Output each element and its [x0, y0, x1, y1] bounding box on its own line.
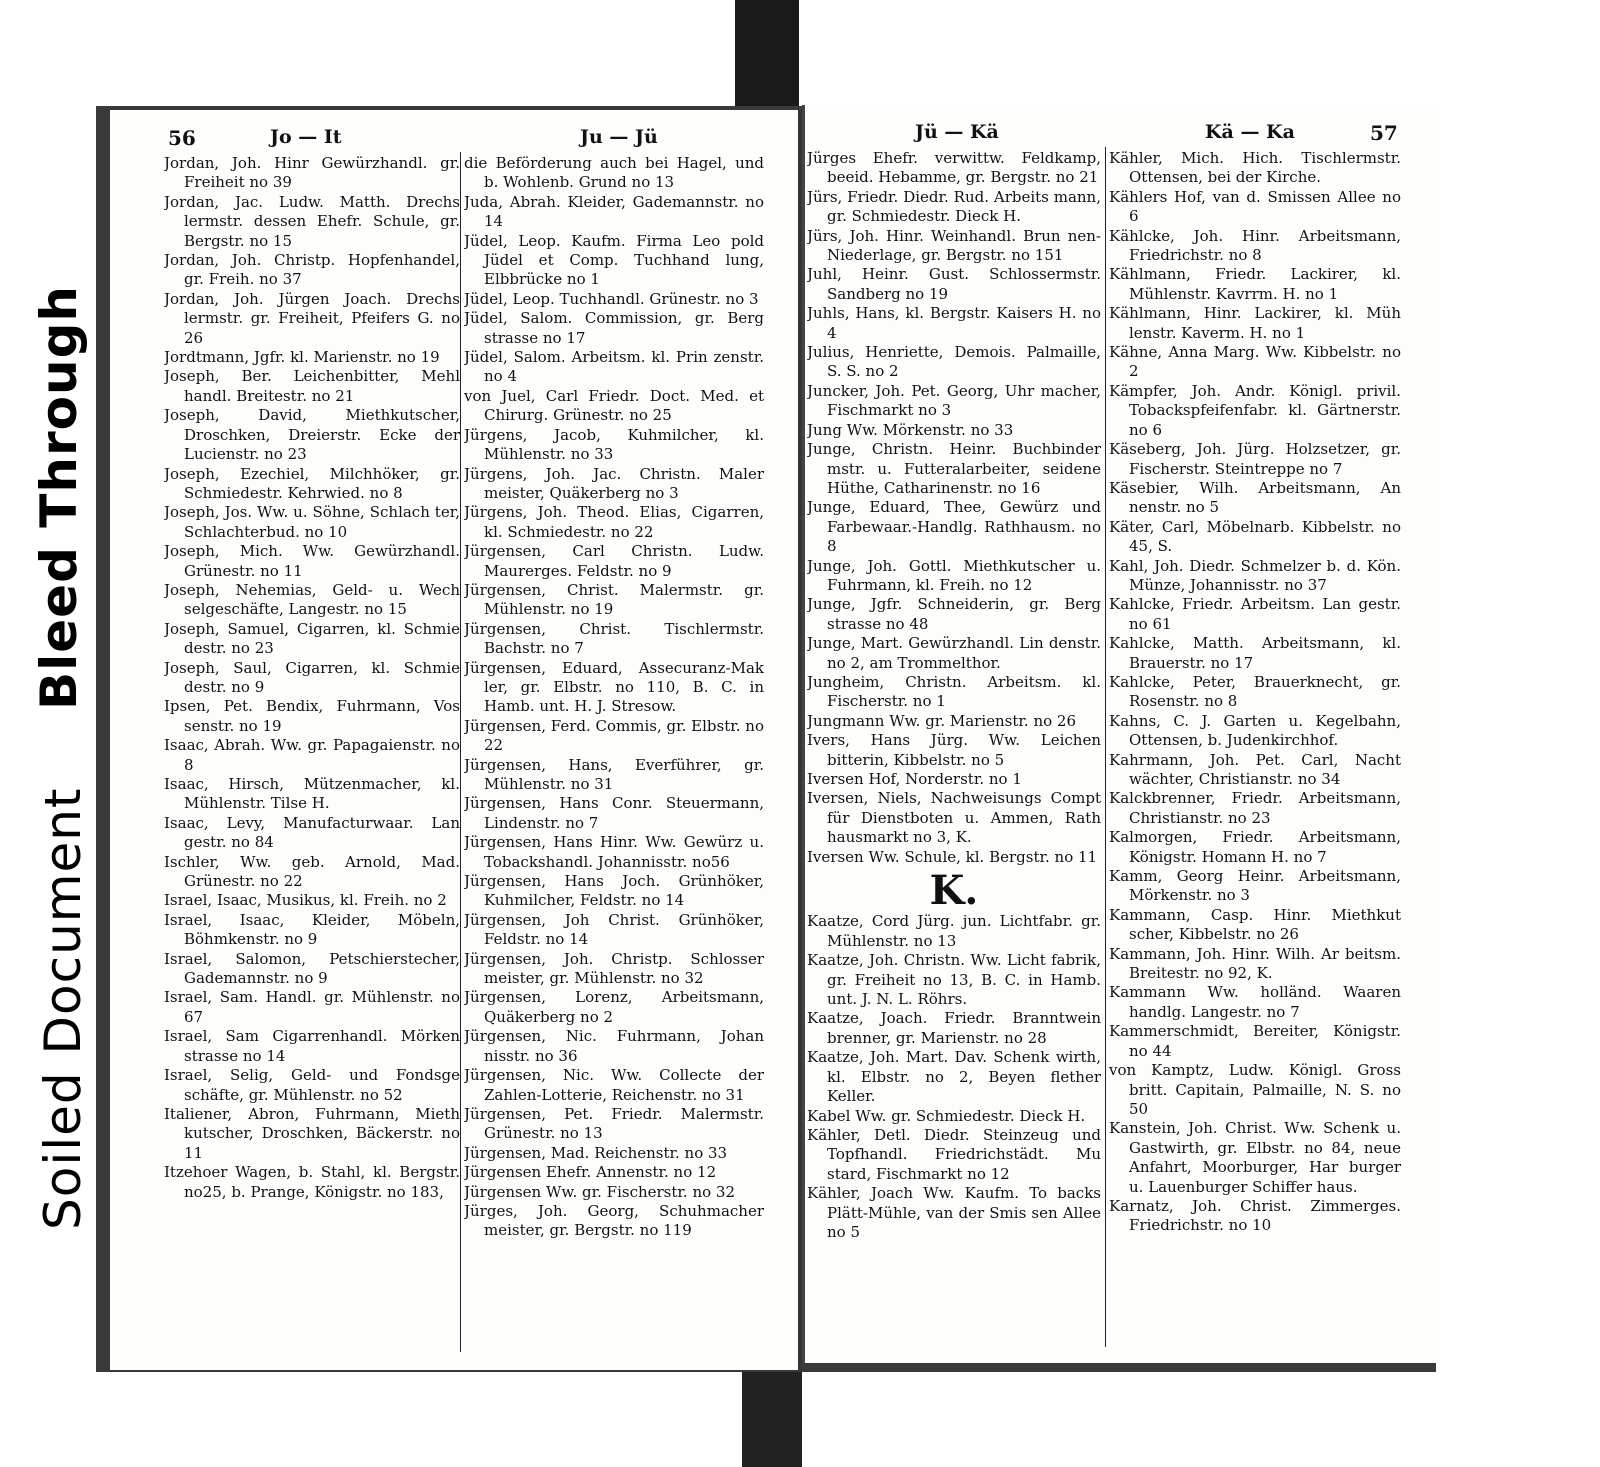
directory-entry: Junge, Christn. Heinr. Buchbinder mstr. u. Futteralarbeiter, seidene Hüthe, Catharinenstr. no 16	[807, 440, 1101, 497]
directory-entry: Jürgensen, Hans Joch. Grünhöker, Kuhmilcher, Feldstr. no 14	[464, 872, 764, 910]
directory-entry: Kahns, C. J. Garten u. Kegelbahn, Ottensen, b. Judenkirchhof.	[1109, 711, 1401, 750]
directory-entry: Ipsen, Pet. Bendix, Fuhrmann, Vos senstr. no 19	[164, 697, 460, 735]
left-page	[110, 110, 801, 1370]
directory-entry: Jürgensen, Hans, Everführer, gr. Mühlenstr. no 31	[464, 755, 764, 793]
directory-entry: Jordan, Joh. Jürgen Joach. Drechs lermstr. gr. Freiheit, Pfeifers G. no 26	[164, 289, 460, 347]
directory-entry: Jordan, Joh. Hinr Gewürzhandl. gr. Freiheit no 39	[164, 154, 460, 192]
directory-entry: von Kamptz, Ludw. Königl. Gross britt. Capitain, Palmaille, N. S. no 50	[1109, 1061, 1401, 1118]
directory-entry: Kählers Hof, van d. Smissen Allee no 6	[1109, 187, 1401, 226]
directory-entry: Jürgensen, Hans Hinr. Ww. Gewürz u. Tobackshandl. Johannisstr. no56	[464, 833, 764, 871]
directory-entry: Jordan, Joh. Christp. Hopfenhandel, gr. Freih. no 37	[164, 251, 460, 289]
directory-entry: Jürgensen, Nic. Fuhrmann, Johan nisstr. no 36	[464, 1027, 764, 1065]
directory-entry: Jürgensen, Hans Conr. Steuermann, Lindenstr. no 7	[464, 794, 764, 832]
directory-entry: Kabel Ww. gr. Schmiedestr. Dieck H.	[807, 1106, 1086, 1125]
directory-entry: Kamm, Georg Heinr. Arbeitsmann, Mörkenstr. no 3	[1109, 867, 1401, 905]
directory-entry: Kähler, Mich. Hich. Tischlermstr. Ottensen, bei der Kirche.	[1109, 149, 1401, 187]
right-column-1-bottom	[807, 912, 1101, 1242]
right-page-number: 57	[1370, 121, 1398, 145]
directory-entry: Kammann, Casp. Hinr. Miethkut scher, Kibbelstr. no 26	[1109, 905, 1401, 944]
directory-entry: Kammerschmidt, Bereiter, Königstr. no 44	[1109, 1022, 1401, 1060]
directory-entry: Itzehoer Wagen, b. Stahl, kl. Bergstr. no25, b. Prange, Königstr. no 183,	[164, 1163, 460, 1201]
right-header-right: Kä — Ka	[1205, 121, 1295, 143]
directory-entry: Kämpfer, Joh. Andr. Königl. privil. Tobackspfeifenfabr. kl. Gärtnerstr. no 6	[1109, 381, 1401, 439]
directory-entry: Joseph, Saul, Cigarren, kl. Schmie destr. no 9	[164, 658, 460, 696]
directory-entry: Joseph, Samuel, Cigarren, kl. Schmie destr. no 23	[164, 619, 460, 658]
directory-entry: Jung Ww. Mörkenstr. no 33	[807, 420, 1014, 439]
directory-entry: Karnatz, Joh. Christ. Zimmerges. Friedrichstr. no 10	[1109, 1196, 1401, 1235]
directory-entry: Jordtmann, Jgfr. kl. Marienstr. no 19	[164, 348, 440, 367]
left-header-left: Jo — It	[270, 126, 342, 148]
directory-entry: Jüdel, Salom. Arbeitsm. kl. Prin zenstr. no 4	[464, 348, 764, 386]
directory-entry: Jürs, Friedr. Diedr. Rud. Arbeits mann, gr. Schmiedestr. Dieck H.	[807, 187, 1101, 226]
directory-entry: Käsebier, Wilh. Arbeitsmann, An nenstr. no 5	[1109, 478, 1401, 517]
directory-entry: Iversen, Niels, Nachweisungs Compt für Dienstboten u. Ammen, Rath hausmarkt no 3, K.	[807, 789, 1101, 847]
directory-entry: Kählmann, Friedr. Lackirer, kl. Mühlenstr. Kavrrm. H. no 1	[1109, 265, 1401, 303]
directory-entry: Kahrmann, Joh. Pet. Carl, Nacht wächter, Christianstr. no 34	[1109, 750, 1401, 788]
directory-entry: Joseph, David, Miethkutscher, Droschken, Dreierstr. Ecke der Lucienstr. no 23	[164, 406, 460, 464]
directory-entry: Isaac, Levy, Manufacturwaar. Lan gestr. no 84	[164, 813, 460, 852]
directory-entry: Jürges, Joh. Georg, Schuhmacher meister, gr. Bergstr. no 119	[464, 1201, 764, 1240]
directory-entry: Israel, Sam. Handl. gr. Mühlenstr. no 67	[164, 988, 460, 1026]
directory-entry: Juncker, Joh. Pet. Georg, Uhr macher, Fischmarkt no 3	[807, 381, 1101, 420]
directory-entry: Jürgensen, Eduard, Assecuranz-Mak ler, gr. Elbstr. no 110, B. C. in Hamb. unt. H. J. Stresow.	[464, 658, 764, 716]
directory-entry: Jürgensen, Pet. Friedr. Malermstr. Grünestr. no 13	[464, 1104, 764, 1143]
directory-entry: Jürs, Joh. Hinr. Weinhandl. Brun nen-Niederlage, gr. Bergstr. no 151	[807, 226, 1101, 265]
directory-entry: Junge, Eduard, Thee, Gewürz und Farbewaar.-Handlg. Rathhausm. no 8	[807, 498, 1101, 556]
directory-entry: Jüdel, Salom. Commission, gr. Berg strasse no 17	[464, 309, 764, 347]
bleed-through-label: Bleed Through	[30, 285, 88, 710]
directory-entry: Junge, Mart. Gewürzhandl. Lin denstr. no 2, am Trommelthor.	[807, 634, 1101, 672]
directory-entry: Kammann Ww. holländ. Waaren handlg. Langestr. no 7	[1109, 983, 1401, 1021]
directory-entry: Jürgensen Ehefr. Annenstr. no 12	[464, 1163, 717, 1182]
directory-entry: Israel, Sam Cigarrenhandl. Mörken strasse no 14	[164, 1027, 460, 1065]
directory-entry: Jürgensen, Mad. Reichenstr. no 33	[464, 1143, 728, 1162]
directory-entry: die Beförderung auch bei Hagel, und b. Wohlenb. Grund no 13	[464, 154, 764, 192]
directory-entry: Jüdel, Leop. Kaufm. Firma Leo pold Jüdel et Comp. Tuchhand lung, Elbbrücke no 1	[464, 231, 764, 289]
directory-entry: von Juel, Carl Friedr. Doct. Med. et Chirurg. Grünestr. no 25	[464, 386, 764, 425]
directory-entry: Joseph, Jos. Ww. u. Söhne, Schlach ter, Schlachterbud. no 10	[164, 503, 460, 541]
directory-entry: Ivers, Hans Jürg. Ww. Leichen bitterin, Kibbelstr. no 5	[807, 731, 1101, 769]
directory-entry: Israel, Isaac, Musikus, kl. Freih. no 2	[164, 891, 447, 910]
directory-entry: Kähne, Anna Marg. Ww. Kibbelstr. no 2	[1109, 343, 1401, 381]
right-header-left: Jü — Kä	[915, 121, 999, 143]
directory-entry: Käseberg, Joh. Jürg. Holzsetzer, gr. Fischerstr. Steintreppe no 7	[1109, 440, 1401, 478]
directory-entry: Kahlcke, Friedr. Arbeitsm. Lan gestr. no 61	[1109, 595, 1401, 633]
directory-entry: Jungmann Ww. gr. Marienstr. no 26	[807, 711, 1077, 730]
directory-entry: Kalmorgen, Friedr. Arbeitsmann, Königstr. Homann H. no 7	[1109, 828, 1401, 866]
directory-entry: Junge, Jgfr. Schneiderin, gr. Berg strasse no 48	[807, 595, 1101, 633]
right-column-1-top	[807, 149, 1101, 867]
directory-entry: Jürgensen, Joh Christ. Grünhöker, Feldstr. no 14	[464, 910, 764, 949]
directory-entry: Israel, Isaac, Kleider, Möbeln, Böhmkenstr. no 9	[164, 910, 460, 949]
directory-entry: Jürges Ehefr. verwittw. Feldkamp, beeid. Hebamme, gr. Bergstr. no 21	[807, 149, 1101, 187]
book-spine-bottom	[742, 1362, 802, 1467]
directory-entry: Kanstein, Joh. Christ. Ww. Schenk u. Gastwirth, gr. Elbstr. no 84, neue Anfahrt, Moorburger, Har burger u. Lauenburger Schiffer haus.	[1109, 1119, 1401, 1196]
directory-entry: Kähler, Joach Ww. Kaufm. To backs Plätt-Mühle, van der Smis sen Allee no 5	[807, 1184, 1101, 1241]
directory-entry: Kählmann, Hinr. Lackirer, kl. Müh lenstr. Kaverm. H. no 1	[1109, 304, 1401, 342]
directory-entry: Jungheim, Christn. Arbeitsm. kl. Fischerstr. no 1	[807, 672, 1101, 711]
directory-entry: Joseph, Ber. Leichenbitter, Mehl handl. Breitestr. no 21	[164, 367, 460, 405]
directory-entry: Isaac, Hirsch, Mützenmacher, kl. Mühlenstr. Tilse H.	[164, 775, 460, 813]
directory-entry: Jüdel, Leop. Tuchhandl. Grünestr. no 3	[464, 289, 759, 308]
directory-entry: Jürgensen, Christ. Tischlermstr. Bachstr. no 7	[464, 619, 764, 658]
directory-entry: Jürgensen, Christ. Malermstr. gr. Mühlenstr. no 19	[464, 580, 764, 619]
directory-entry: Kählcke, Joh. Hinr. Arbeitsmann, Friedrichstr. no 8	[1109, 226, 1401, 265]
directory-entry: Juhls, Hans, kl. Bergstr. Kaisers H. no 4	[807, 304, 1101, 342]
directory-entry: Kalckbrenner, Friedr. Arbeitsmann, Christianstr. no 23	[1109, 789, 1401, 827]
directory-entry: Italiener, Abron, Fuhrmann, Mieth kutscher, Droschken, Bäckerstr. no 11	[164, 1104, 460, 1162]
directory-entry: Israel, Salomon, Petschierstecher, Gademannstr. no 9	[164, 949, 460, 988]
directory-entry: Juhl, Heinr. Gust. Schlossermstr. Sandberg no 19	[807, 265, 1101, 303]
directory-entry: Jürgensen, Nic. Ww. Collecte der Zahlen-Lotterie, Reichenstr. no 31	[464, 1066, 764, 1104]
directory-entry: Kähler, Detl. Diedr. Steinzeug und Topfhandl. Friedrichstädt. Mu stard, Fischmarkt no 12	[807, 1125, 1101, 1183]
directory-entry: Jürgensen, Ferd. Commis, gr. Elbstr. no 22	[464, 716, 764, 755]
directory-entry: Kahlcke, Matth. Arbeitsmann, kl. Brauerstr. no 17	[1109, 634, 1401, 672]
directory-entry: Jürgens, Jacob, Kuhmilcher, kl. Mühlenstr. no 33	[464, 425, 764, 464]
directory-entry: Jordan, Jac. Ludw. Matth. Drechs lermstr. dessen Ehefr. Schule, gr. Bergstr. no 15	[164, 192, 460, 250]
left-header-right: Ju — Jü	[580, 126, 658, 148]
directory-entry: Kahl, Joh. Diedr. Schmelzer b. d. Kön. Münze, Johannisstr. no 37	[1109, 556, 1401, 594]
directory-entry: Ischler, Ww. geb. Arnold, Mad. Grünestr. no 22	[164, 852, 460, 891]
left-column-2	[464, 154, 764, 1352]
directory-entry: Jürgensen, Carl Christn. Ludw. Maurerges. Feldstr. no 9	[464, 542, 764, 580]
directory-entry: Kammann, Joh. Hinr. Wilh. Ar beitsm. Breitestr. no 92, K.	[1109, 944, 1401, 983]
left-page-number: 56	[168, 126, 196, 150]
soiled-document-label: Soiled Document	[34, 787, 92, 1230]
directory-entry: Jürgensen Ww. gr. Fischerstr. no 32	[464, 1182, 736, 1201]
section-letter: K.	[929, 867, 979, 915]
directory-entry: Kahlcke, Peter, Brauerknecht, gr. Rosenstr. no 8	[1109, 672, 1401, 711]
directory-entry: Kaatze, Cord Jürg. jun. Lichtfabr. gr. Mühlenstr. no 13	[807, 912, 1101, 950]
directory-entry: Joseph, Nehemias, Geld- u. Wech selgeschäfte, Langestr. no 15	[164, 580, 460, 619]
directory-entry: Käter, Carl, Möbelnarb. Kibbelstr. no 45, S.	[1109, 517, 1401, 556]
directory-entry: Kaatze, Joh. Christn. Ww. Licht fabrik, gr. Freiheit no 13, B. C. in Hamb. unt. J. N. L. Röhrs.	[807, 951, 1101, 1009]
left-column-1	[164, 154, 460, 1352]
directory-entry: Jürgens, Joh. Jac. Christn. Maler meister, Quäkerberg no 3	[464, 464, 764, 502]
directory-entry: Kaatze, Joh. Mart. Dav. Schenk wirth, kl. Elbstr. no 2, Beyen flether Keller.	[807, 1048, 1101, 1106]
column-divider	[460, 152, 461, 1352]
directory-entry: Israel, Selig, Geld- und Fondsge schäfte, gr. Mühlenstr. no 52	[164, 1066, 460, 1104]
right-page	[802, 105, 1441, 1363]
directory-entry: Kaatze, Joach. Friedr. Branntwein brenner, gr. Marienstr. no 28	[807, 1009, 1101, 1047]
directory-entry: Junge, Joh. Gottl. Miethkutscher u. Fuhrmann, kl. Freih. no 12	[807, 556, 1101, 594]
directory-entry: Jürgensen, Lorenz, Arbeitsmann, Quäkerberg no 2	[464, 988, 764, 1026]
directory-entry: Iversen Hof, Norderstr. no 1	[807, 770, 1022, 788]
directory-entry: Joseph, Mich. Ww. Gewürzhandl. Grünestr. no 11	[164, 542, 460, 580]
directory-entry: Iversen Ww. Schule, kl. Bergstr. no 11	[807, 847, 1098, 866]
book-spine-top	[735, 0, 799, 110]
directory-entry: Jürgensen, Joh. Christp. Schlosser meister, gr. Mühlenstr. no 32	[464, 949, 764, 988]
directory-entry: Julius, Henriette, Demois. Palmaille, S. S. no 2	[807, 343, 1101, 381]
right-column-1	[807, 149, 1101, 1347]
right-column-2	[1109, 149, 1401, 1347]
directory-entry: Joseph, Ezechiel, Milchhöker, gr. Schmiedestr. Kehrwied. no 8	[164, 464, 460, 502]
directory-entry: Juda, Abrah. Kleider, Gademannstr. no 14	[464, 192, 764, 231]
directory-entry: Isaac, Abrah. Ww. gr. Papagaienstr. no 8	[164, 736, 460, 774]
column-divider	[1105, 147, 1106, 1347]
directory-entry: Jürgens, Joh. Theod. Elias, Cigarren, kl. Schmiedestr. no 22	[464, 503, 764, 541]
